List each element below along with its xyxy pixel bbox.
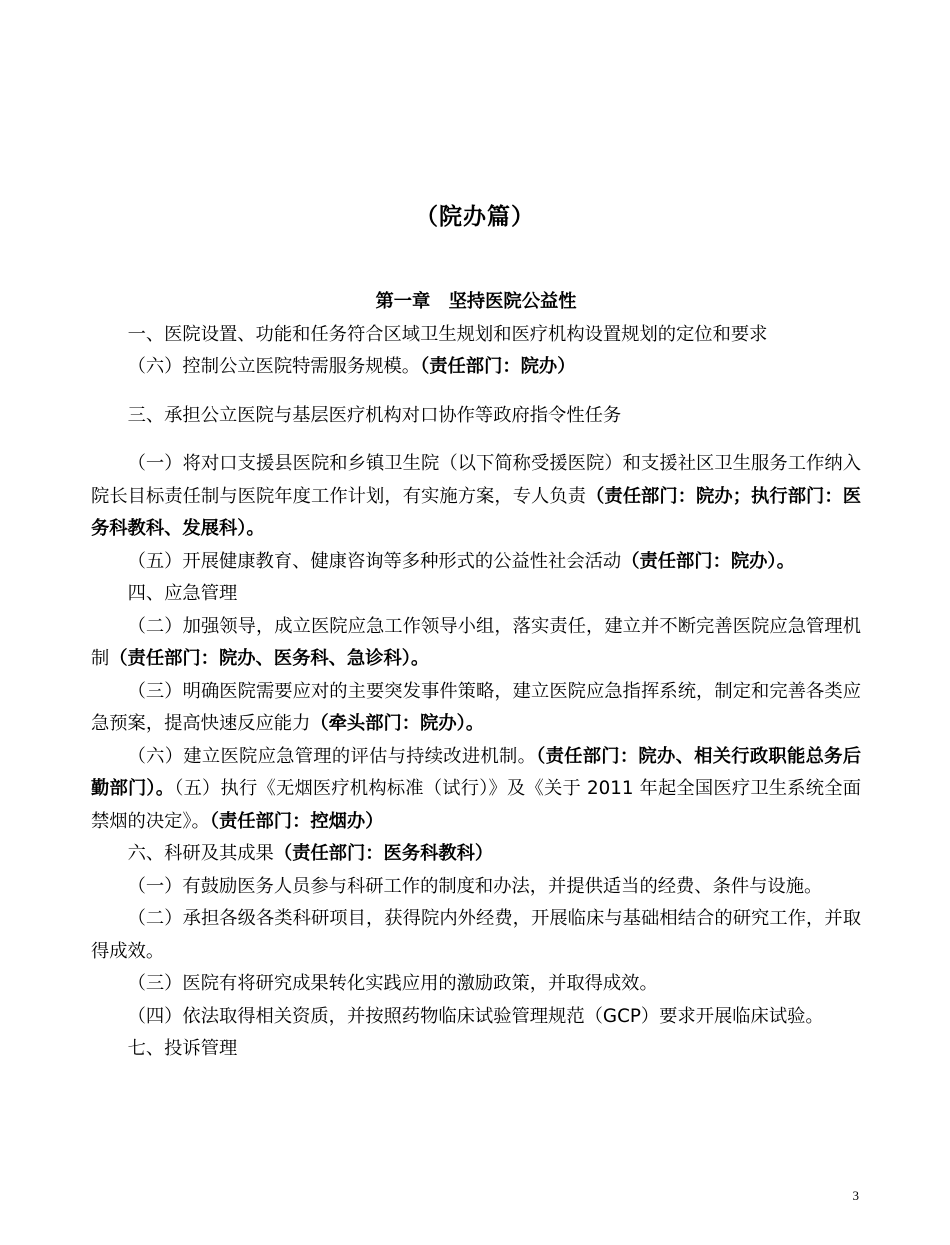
paragraph-4: [91, 448, 861, 546]
paragraph-9-tail-text: （五）执行《无烟医疗机构标准（试行）》及《关于 2011 年起全国医疗卫生系统全面禁烟的决定》。: [91, 778, 862, 832]
section-title: （院办篇）: [415, 204, 535, 230]
paragraph-6: [91, 578, 861, 611]
paragraph-12-text: （二）承担各级各类科研项目，获得院内外经费，开展临床与基础相结合的研究工作，并取得成效。: [91, 908, 861, 962]
paragraph-1-text: 一、医院设置、功能和任务符合区域卫生规划和医疗机构设置规划的定位和要求: [127, 323, 768, 345]
paragraph-7: [91, 611, 861, 676]
paragraph-8-text: （三）明确医院需要应对的主要突发事件策略，建立医院应急指挥系统，制定和完善各类应急预案，提高快速反应能力: [91, 680, 861, 734]
paragraph-7-text: （二）加强领导，成立医院应急工作领导小组，落实责任，建立并不断完善医院应急管理机制: [91, 615, 861, 669]
paragraph-1: [91, 319, 861, 352]
paragraph-6-text: 四、应急管理: [127, 583, 238, 604]
paragraph-2: [91, 351, 861, 384]
paragraph-4-responsible-dept: （责任部门：院办；执行部门：医务科教科、发展科）。: [91, 485, 862, 539]
paragraph-3-text: 三、承担公立医院与基层医疗机构对口协作等政府指令性任务: [127, 404, 622, 426]
paragraph-5: [91, 546, 861, 579]
paragraph-9: [91, 741, 861, 839]
paragraph-10-text: 六、科研及其成果: [127, 843, 274, 864]
paragraph-9-text: （六）建立医院应急管理的评估与持续改进机制。: [127, 745, 537, 767]
paragraph-7-responsible-dept: （责任部门：院办、医务科、急诊科）。: [109, 648, 430, 669]
paragraph-15: [91, 1033, 861, 1066]
spacer: [91, 384, 861, 400]
page-number: 3: [852, 1188, 859, 1203]
paragraph-5-text: （五）开展健康教育、健康咨询等多种形式的公益性社会活动: [127, 550, 622, 572]
paragraph-13-text: （三）医院有将研究成果转化实践应用的激励政策，并取得成效。: [127, 973, 658, 994]
paragraph-15-text: 七、投诉管理: [127, 1038, 238, 1059]
paragraph-3: [91, 400, 861, 433]
paragraph-10: [91, 838, 861, 871]
spacer: [91, 432, 861, 448]
paragraph-11-text: （一）有鼓励医务人员参与科研工作的制度和办法，并提供适当的经费、条件与设施。: [127, 875, 823, 897]
paragraph-13: [91, 968, 861, 1001]
paragraph-9-responsible-dept: （责任部门：院办、相关行政职能总务后勤部门）。: [91, 745, 861, 799]
paragraph-12: [91, 903, 861, 968]
paragraph-2-text: （六）控制公立医院特需服务规模。: [127, 356, 421, 377]
paragraph-2-responsible-dept: （责任部门：院办）: [420, 356, 576, 377]
paragraph-5-responsible-dept: （责任部门：院办）。: [621, 550, 795, 572]
paragraph-14-text: （四）依法取得相关资质，并按照药物临床试验管理规范（GCP）要求开展临床试验。: [127, 1005, 824, 1027]
paragraph-4-text: （一）将对口支援县医院和乡镇卫生院（以下简称受援医院）和支援社区卫生服务工作纳入院长目标责任制与医院年度工作计划，有实施方案，专人负责: [91, 453, 861, 507]
paragraph-14: [91, 1001, 861, 1034]
paragraph-8: [91, 676, 861, 741]
paragraph-9-tail-responsible-dept: （责任部门：控烟办）: [209, 810, 384, 832]
document-body: [91, 286, 861, 1066]
paragraph-11: [91, 871, 861, 904]
paragraph-10-responsible-dept: （责任部门：医务科教科）: [273, 843, 494, 864]
chapter-title: 第一章 坚持医院公益性: [375, 291, 577, 312]
paragraph-8-lead-dept: （牵头部门：院办）。: [310, 713, 485, 734]
